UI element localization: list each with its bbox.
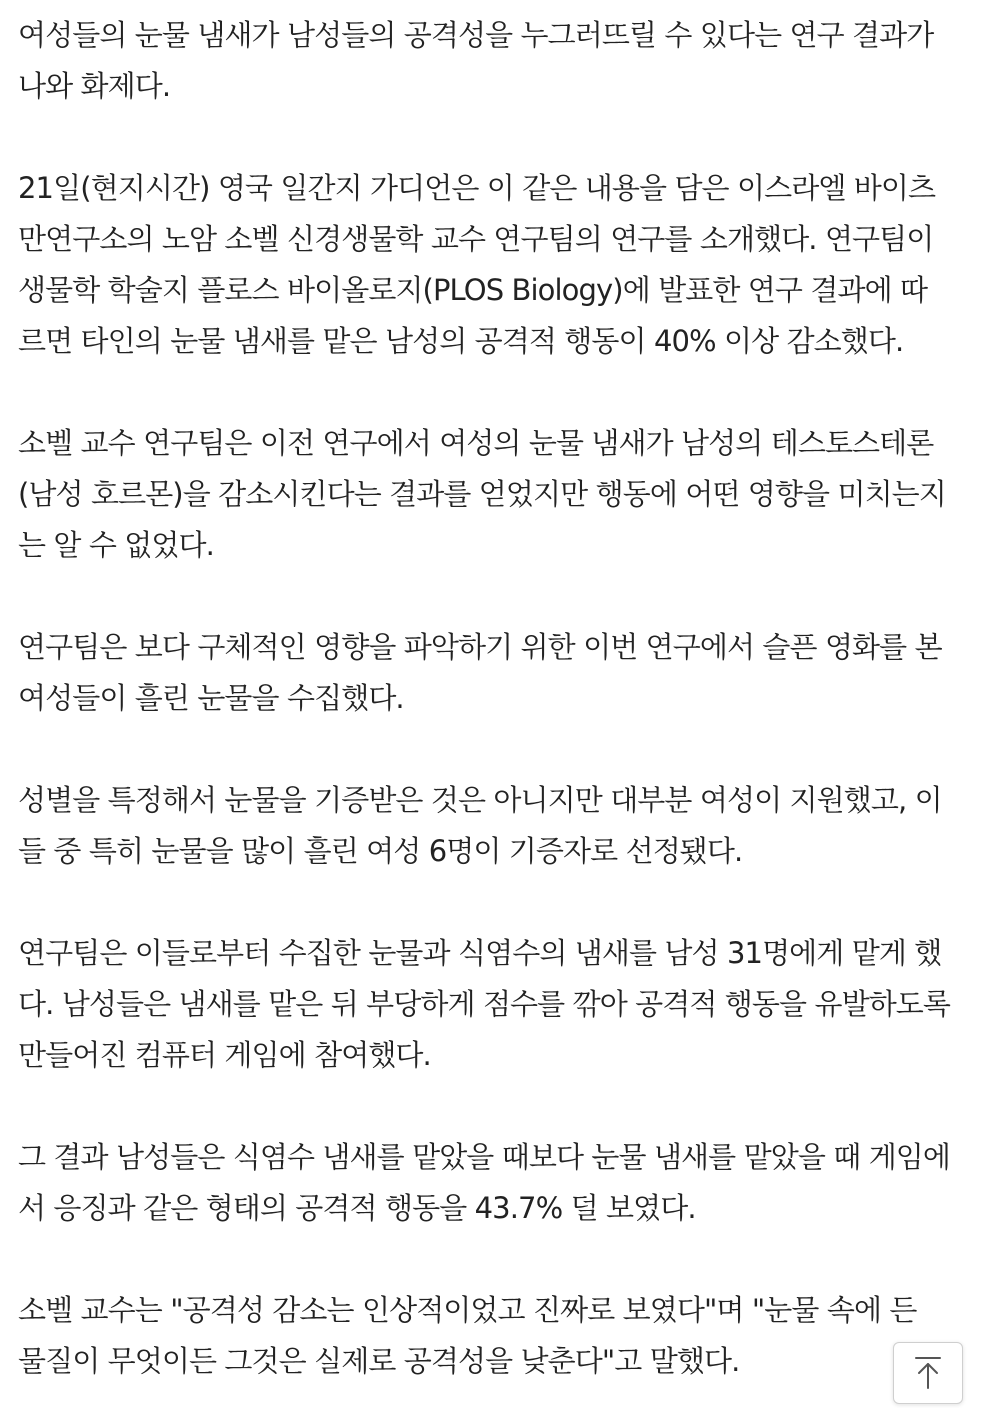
paragraph-line: 그 결과 남성들은 식염수 냄새를 맡았을 때보다 눈물 냄새를 맡았을 때 게임에: [18, 1140, 951, 1174]
article-paragraph: [18, 1285, 960, 1387]
paragraph-line: 들 중 특히 눈물을 많이 흘린 여성 6명이 기증자로 선정됐다.: [18, 834, 743, 868]
article-paragraph: [18, 928, 960, 1081]
paragraph-line: 여성들의 눈물 냄새가 남성들의 공격성을 누그러뜨릴 수 있다는 연구 결과가: [18, 18, 934, 52]
article-paragraph: [18, 10, 960, 112]
paragraph-line: 는 알 수 없었다.: [18, 528, 214, 562]
paragraph-line: 소벨 교수 연구팀은 이전 연구에서 여성의 눈물 냄새가 남성의 테스토스테론: [18, 426, 934, 460]
paragraph-line: 만연구소의 노암 소벨 신경생물학 교수 연구팀의 연구를 소개했다. 연구팀이: [18, 222, 934, 256]
paragraph-line: 21일(현지시간) 영국 일간지 가디언은 이 같은 내용을 담은 이스라엘 바이츠: [18, 171, 936, 205]
paragraph-line: 성별을 특정해서 눈물을 기증받은 것은 아니지만 대부분 여성이 지원했고, 이: [18, 783, 942, 817]
article-paragraph: [18, 775, 960, 877]
article-paragraph: [18, 163, 960, 367]
paragraph-line: 생물학 학술지 플로스 바이올로지(PLOS Biology)에 발표한 연구 결과에 따: [18, 273, 928, 307]
paragraph-line: 물질이 무엇이든 그것은 실제로 공격성을 낮춘다"고 말했다.: [18, 1344, 740, 1378]
article-paragraph: [18, 622, 960, 724]
paragraph-line: 다. 남성들은 냄새를 맡은 뒤 부당하게 점수를 깎아 공격적 행동을 유발하도록: [18, 987, 951, 1021]
paragraph-line: 연구팀은 이들로부터 수집한 눈물과 식염수의 냄새를 남성 31명에게 맡게 했: [18, 936, 942, 970]
paragraph-line: 나와 화제다.: [18, 69, 171, 103]
scroll-to-top-button[interactable]: [893, 1342, 963, 1404]
paragraph-line: 연구팀은 보다 구체적인 영향을 파악하기 위한 이번 연구에서 슬픈 영화를 본: [18, 630, 942, 664]
paragraph-line: 르면 타인의 눈물 냄새를 맡은 남성의 공격적 행동이 40% 이상 감소했다.: [18, 324, 904, 358]
paragraph-line: 소벨 교수는 "공격성 감소는 인상적이었고 진짜로 보였다"며 "눈물 속에 든: [18, 1293, 917, 1327]
paragraph-line: 여성들이 흘린 눈물을 수집했다.: [18, 681, 404, 715]
article-paragraph: [18, 1132, 960, 1234]
paragraph-line: 만들어진 컴퓨터 게임에 참여했다.: [18, 1038, 431, 1072]
article-paragraph: [18, 418, 960, 571]
arrow-up-to-top-icon: [913, 1356, 943, 1390]
paragraph-line: (남성 호르몬)을 감소시킨다는 결과를 얻었지만 행동에 어떤 영향을 미치는지: [18, 477, 946, 511]
paragraph-line: 서 응징과 같은 형태의 공격적 행동을 43.7% 덜 보였다.: [18, 1191, 696, 1225]
